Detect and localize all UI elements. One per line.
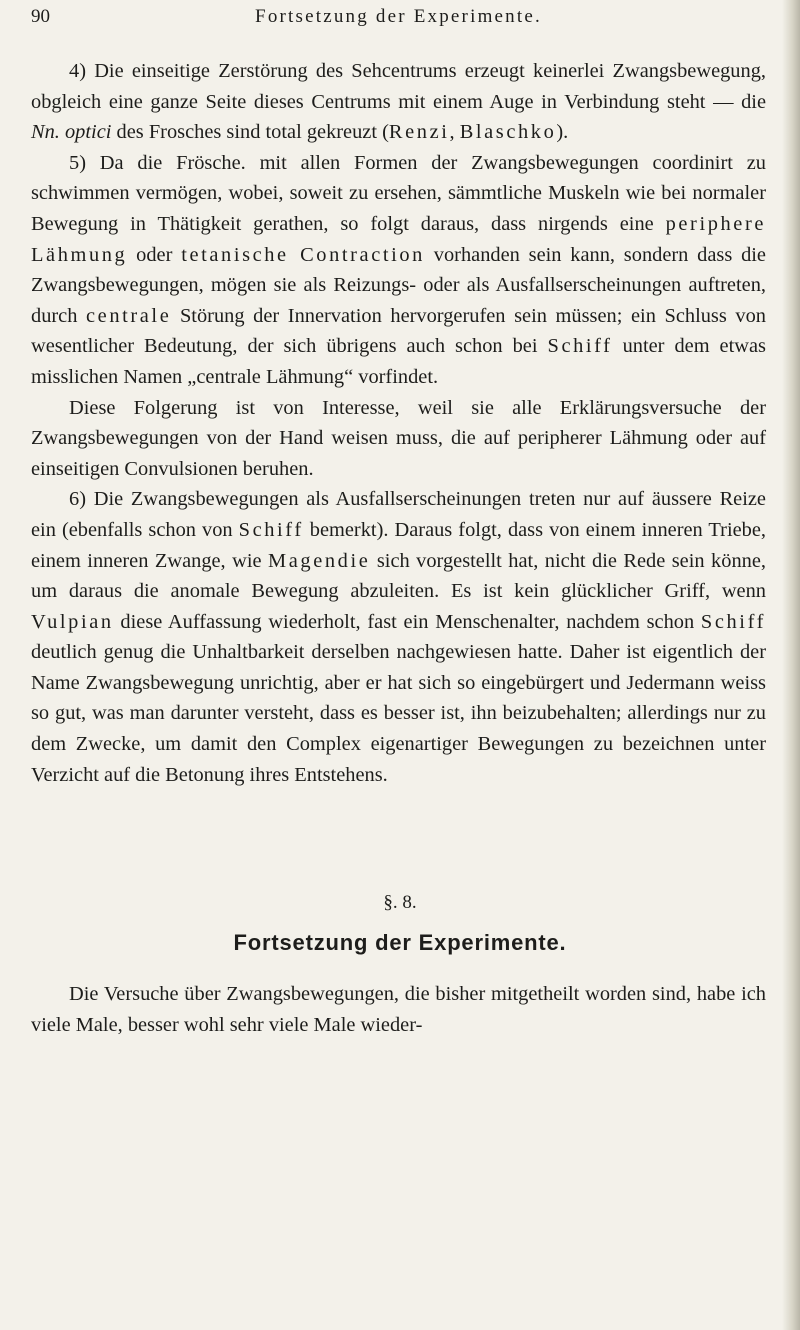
text-run: unter dem etwas misslichen Namen „centrale Lähmung“ vorfindet. bbox=[31, 335, 766, 388]
page-number: 90 bbox=[31, 6, 50, 27]
text-run: bemerkt). Daraus folgt, dass von einem inneren Triebe, einem inneren Zwange, wie bbox=[31, 518, 766, 572]
paragraph-5 bbox=[31, 148, 766, 393]
italic-term: Nn. optici bbox=[31, 121, 112, 144]
text-run: des Frosches sind total gekreuzt ( bbox=[111, 121, 389, 144]
section-number: §. 8. bbox=[383, 892, 417, 913]
author-name: Schiff bbox=[700, 610, 766, 633]
text-run: 5) Da die Frösche. mit allen Formen der Zwangsbewegungen coordinirt zu schwimmen vermögen, wobei, soweit zu ersehen, sämmtliche Muskeln wie bei normaler Bewegung in Thätigkeit gerathen, so folgt daraus, dass nirgends eine bbox=[31, 151, 766, 235]
paragraph-6 bbox=[31, 484, 766, 790]
text-run: 4) Die einseitige Zerstörung des Sehcentrums erzeugt keinerlei Zwangsbewegung, obgleich eine ganze Seite dieses Centrums mit einem Auge in Verbindung steht — die bbox=[31, 60, 766, 113]
section-title: Fortsetzung der Experimente. bbox=[233, 930, 567, 955]
text-run: ). bbox=[556, 121, 569, 144]
text-run: oder bbox=[127, 243, 182, 266]
running-title: Fortsetzung der Experimente. bbox=[255, 6, 542, 27]
author-name: Magendie bbox=[268, 549, 371, 572]
body-text bbox=[31, 56, 766, 790]
text-run: vorhanden sein kann, sondern dass die Zwangsbewegungen, mögen sie als Reizungs- oder als Ausfallserscheinungen auftreten, durch bbox=[31, 243, 766, 327]
emphasis-term: tetanische Contraction bbox=[181, 243, 425, 266]
author-name: Vulpian bbox=[31, 610, 114, 633]
text-run: Störung der Innervation hervorgerufen sein müssen; ein Schluss von wesentlicher Bedeutung, der sich übrigens auch schon bei bbox=[31, 304, 766, 358]
paragraph-5b: Diese Folgerung ist von Interesse, weil sie alle Erklärungsversuche der Zwangsbewegungen von der Hand weisen muss, die auf peripherer Lähmung oder auf einseitigen Convulsionen beruhen. bbox=[31, 396, 766, 480]
text-run: diese Auffassung wiederholt, fast ein Menschenalter, nachdem schon bbox=[113, 610, 701, 633]
author-name: Schiff bbox=[547, 335, 613, 358]
text-run: sich vorgestellt hat, nicht die Rede sein könne, um daraus die anomale Bewegung abzuleiten. Es ist kein glücklicher Griff, wenn bbox=[31, 549, 766, 603]
section-body-text bbox=[31, 979, 766, 1040]
page-edge-shadow bbox=[782, 0, 800, 1330]
author-name: Schiff bbox=[238, 518, 304, 541]
page-header bbox=[31, 6, 766, 36]
emphasis-term: periphere Lähmung bbox=[31, 212, 766, 266]
author-name: Renzi bbox=[388, 121, 450, 144]
section-intro-paragraph: Die Versuche über Zwangsbewegungen, die bisher mitgetheilt worden sind, habe ich viele Male, besser wohl sehr viele Male wieder- bbox=[31, 983, 766, 1036]
author-name: Blaschko bbox=[459, 121, 557, 144]
emphasis-term: centrale bbox=[86, 304, 172, 327]
text-run: , bbox=[449, 121, 460, 144]
text-run: deutlich genug die Unhaltbarkeit derselben nachgewiesen hatte. Daher ist eigentlich der Name Zwangsbewegung unrichtig, aber er hat sich so eingebürgert und Jedermann weiss so gut, was man darunter versteht, dass es besser ist, ihn beizubehalten; allerdings nur zu dem Zwecke, um damit den Complex eigenartiger Bewegungen zu bezeichnen unter Verzicht auf die Betonung ihres Entstehens. bbox=[31, 641, 766, 786]
text-run: 6) Die Zwangsbewegungen als Ausfallserscheinungen treten nur auf äussere Reize ein (ebenfalls schon von bbox=[31, 488, 766, 541]
paragraph-4 bbox=[31, 56, 766, 148]
